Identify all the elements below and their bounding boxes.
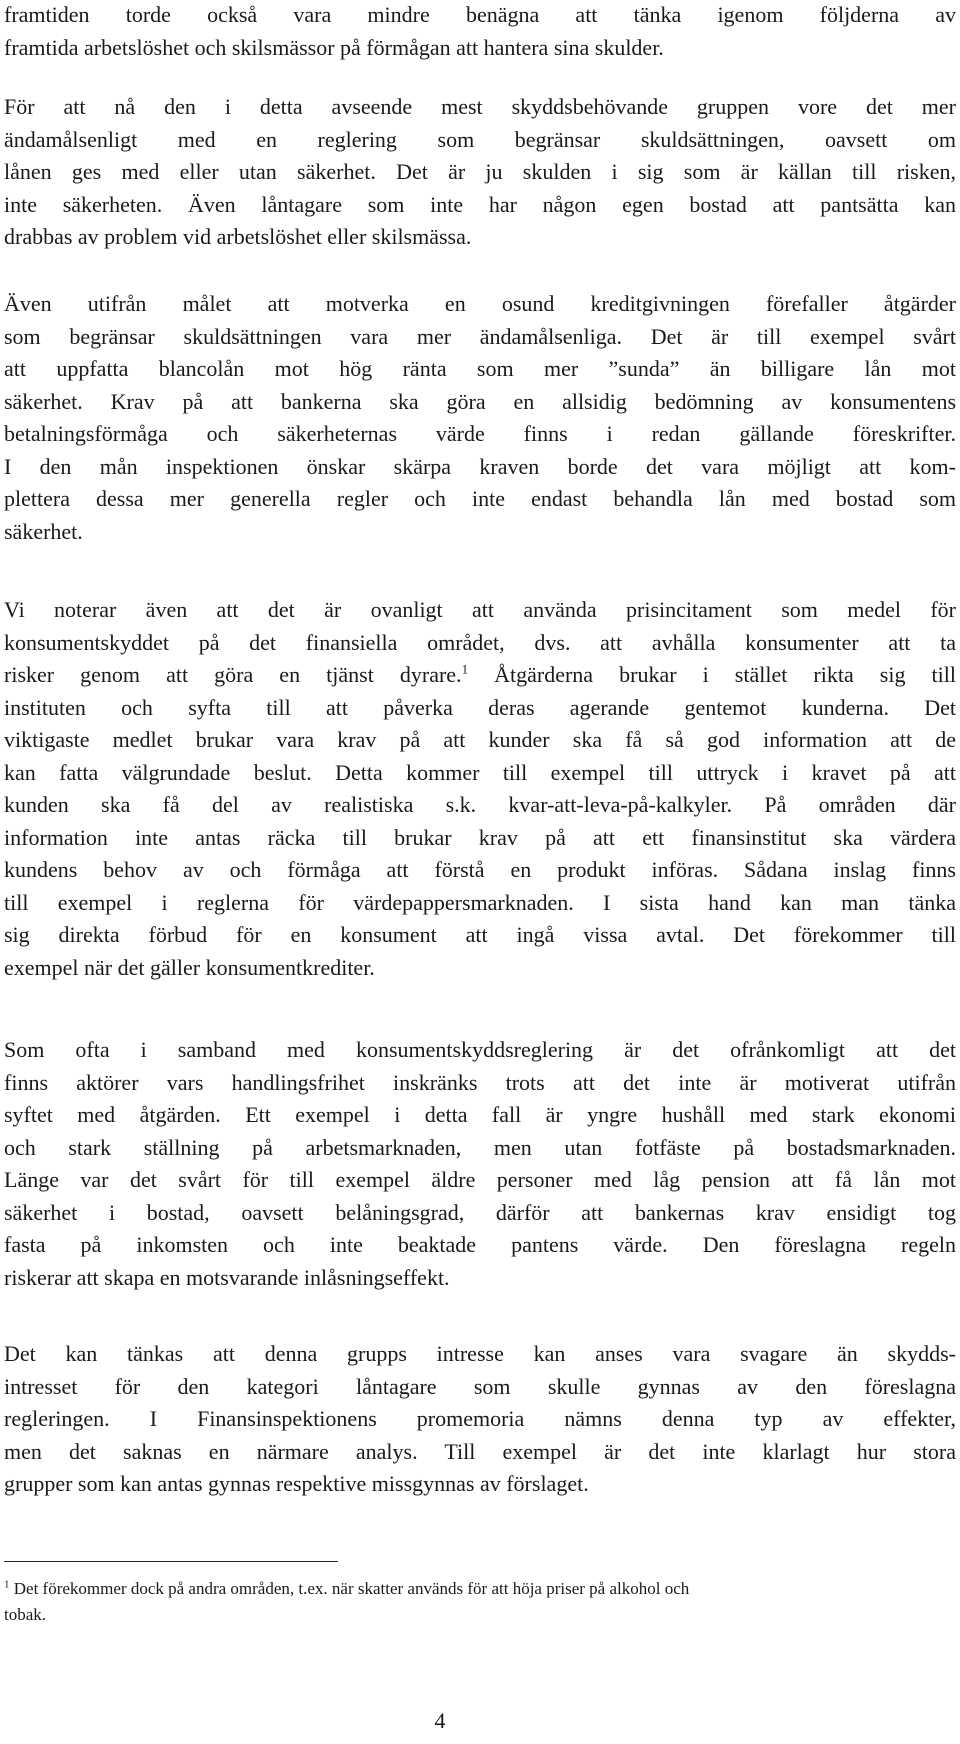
- text-line: Det kan tänkas att denna grupps intresse kan anses vara svagare än skydds-: [4, 1341, 956, 1366]
- text-line: drabbas av problem vid arbetslöshet eller skilsmässa.: [4, 224, 472, 249]
- text-line: plettera dessa mer generella regler och inte endast behandla lån med bostad som: [4, 486, 956, 511]
- text-segment: Åtgärderna brukar i stället rikta sig till: [468, 662, 956, 687]
- text-line: kan fatta välgrundade beslut. Detta kommer till exempel till uttryck i kravet på att: [4, 759, 956, 785]
- text-line: kunden ska få del av realistiska s.k. kvar-att-leva-på-kalkyler. På områden där: [4, 792, 956, 817]
- footnote-reference[interactable]: 1: [461, 661, 469, 677]
- text-line: information inte antas räcka till brukar krav på att ett finansinstitut ska värdera: [4, 824, 956, 850]
- text-line: Som ofta i samband med konsumentskyddsreglering är det ofrånkomligt att det: [4, 1037, 956, 1062]
- text-line: regleringen. I Finansinspektionens promemoria nämns denna typ av effekter,: [4, 1406, 956, 1431]
- text-line: som begränsar skuldsättningen vara mer ändamålsenliga. Det är till exempel svårt: [4, 323, 956, 349]
- text-line: fasta på inkomsten och inte beaktade pantens värde. Den föreslagna regeln: [4, 1232, 956, 1257]
- text-line: sig direkta förbud för en konsument att ingå vissa avtal. Det förekommer till: [4, 922, 956, 947]
- text-line: till exempel i reglerna för värdepappersmarknaden. I sista hand kan man tänka: [4, 889, 956, 915]
- text-line: lånen ges med eller utan säkerhet. Det är ju skulden i sig som är källan till risken,: [4, 159, 956, 184]
- text-line: För att nå den i detta avseende mest skyddsbehövande gruppen vore det mer: [4, 94, 956, 119]
- footnote: [4, 1576, 944, 1628]
- text-line: säkerhet i bostad, oavsett belåningsgrad, därför att bankernas krav ensidigt tog: [4, 1199, 956, 1225]
- text-line: kundens behov av och förmåga att förstå en produkt införas. Sådana inslag finns: [4, 857, 956, 882]
- text-line: riskerar att skapa en motsvarande inlåsningseffekt.: [4, 1264, 450, 1290]
- text-line: Även utifrån målet att motverka en osund kreditgivningen förefaller åtgärder: [4, 291, 956, 316]
- text-line: säkerhet. Krav på att bankerna ska göra en allsidig bedömning av konsumentens: [4, 388, 956, 414]
- paragraph-3: [4, 288, 956, 548]
- text-line: framtida arbetslöshet och skilsmässor på förmågan att hantera sina skulder.: [4, 34, 664, 60]
- text-line: intresset för den kategori låntagare som skulle gynnas av den föreslagna: [4, 1373, 956, 1399]
- page-number: 4: [434, 1708, 446, 1733]
- text-line: Vi noterar även att det är ovanligt att använda prisincitament som medel för: [4, 597, 956, 622]
- paragraph-4: [4, 594, 956, 984]
- text-line: framtiden torde också vara mindre benägna att tänka igenom följderna av: [4, 2, 956, 27]
- text-line: betalningsförmåga och säkerheternas värde finns i redan gällande föreskrifter.: [4, 421, 956, 446]
- text-line: konsumentskyddet på det finansiella området, dvs. att avhålla konsumenter att ta: [4, 629, 956, 655]
- text-line: men det saknas en närmare analys. Till exempel är det inte klarlagt hur stora: [4, 1438, 956, 1464]
- text-line: ändamålsenligt med en reglering som begränsar skuldsättningen, oavsett om: [4, 126, 956, 152]
- footnote-separator: [4, 1561, 338, 1562]
- text-line: att uppfatta blancolån mot hög ränta som mer ”sunda” än billigare lån mot: [4, 356, 956, 381]
- text-line: instituten och syfta till att påverka deras agerande gentemot kunderna. Det: [4, 694, 956, 720]
- text-line: exempel när det gäller konsumentkrediter.: [4, 954, 375, 980]
- footnote-text: Det förekommer dock på andra områden, t.ex. när skatter används för att höja priser på alkohol och: [9, 1579, 690, 1598]
- text-line: finns aktörer vars handlingsfrihet inskränks trots att det inte är motiverat utifrån: [4, 1069, 956, 1095]
- text-line-with-footnote-ref: [4, 659, 956, 692]
- paragraph-6: [4, 1338, 956, 1501]
- paragraph-1: [4, 0, 956, 64]
- text-segment: risker genom att göra en tjänst dyrare.: [4, 662, 462, 687]
- text-line: och stark ställning på arbetsmarknaden, men utan fotfäste på bostadsmarknaden.: [4, 1134, 956, 1160]
- text-line: I den mån inspektionen önskar skärpa kraven borde det vara möjligt att kom-: [4, 453, 956, 479]
- text-line: säkerhet.: [4, 518, 83, 544]
- paragraph-2: [4, 91, 956, 254]
- text-line: Länge var det svårt för till exempel äldre personer med låg pension att få lån mot: [4, 1167, 956, 1192]
- footnote-marker: 1: [4, 1578, 10, 1591]
- footnote-text: tobak.: [4, 1605, 47, 1624]
- paragraph-5: [4, 1034, 956, 1294]
- text-line: inte säkerheten. Även låntagare som inte har någon egen bostad att pantsätta kan: [4, 191, 956, 217]
- text-line: grupper som kan antas gynnas respektive missgynnas av förslaget.: [4, 1471, 589, 1496]
- text-line: syftet med åtgärden. Ett exempel i detta fall är yngre hushåll med stark ekonomi: [4, 1102, 956, 1127]
- text-line: viktigaste medlet brukar vara krav på att kunder ska få så god information att de: [4, 727, 956, 752]
